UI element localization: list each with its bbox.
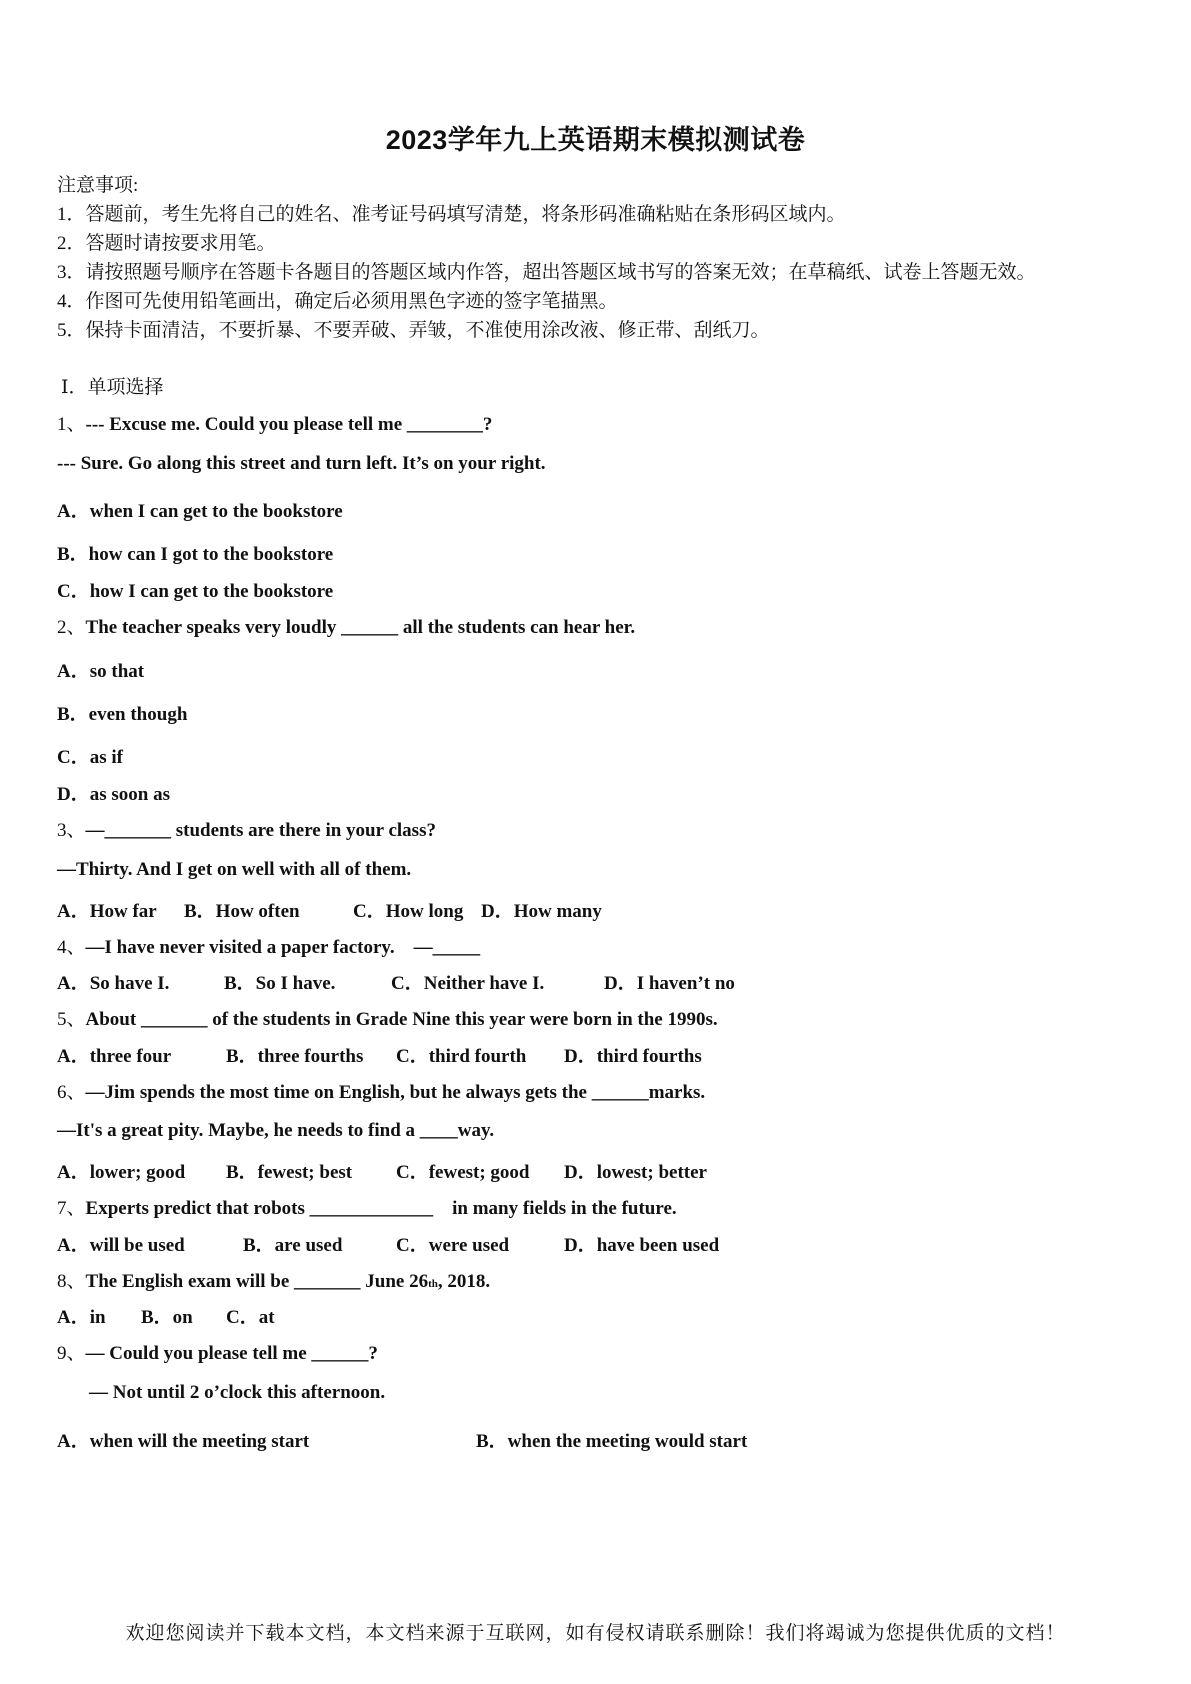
option-a: A．in — [57, 1307, 106, 1328]
option-b: B．three fourths — [226, 1046, 364, 1067]
option-c: C．how I can get to the bookstore — [57, 581, 334, 602]
question-stem: Experts predict that robots _____________ in many fields in the future. — [85, 1198, 677, 1219]
question-7 — [57, 1193, 677, 1220]
option-d: D．How many — [481, 901, 602, 922]
question-stem: —Jim spends the most time on English, but he always gets the ______marks. — [85, 1082, 706, 1103]
option-c: C．as if — [57, 747, 123, 768]
question-reply: --- Sure. Go along this street and turn left. It’s on your right. — [57, 453, 546, 474]
note-item: 1．答题前，考生先将自己的姓名、准考证号码填写清楚，将条形码准确粘贴在条形码区域内。 — [57, 204, 846, 225]
note-item: 5．保持卡面清洁，不要折暴、不要弄破、弄皱，不准使用涂改液、修正带、刮纸刀。 — [57, 320, 770, 341]
note-item: 3．请按照题号顺序在答题卡各题目的答题区域内作答，超出答题区域书写的答案无效；在草稿纸、试卷上答题无效。 — [57, 262, 1036, 283]
page-title: 2023学年九上英语期末模拟测试卷 — [385, 125, 806, 155]
option-a: A．three four — [57, 1046, 172, 1067]
option-b: B．when the meeting would start — [476, 1431, 748, 1452]
section-heading: Ⅰ．单项选择 — [61, 377, 164, 398]
question-9 — [57, 1338, 378, 1365]
question-stem: The teacher speaks very loudly ______ all the students can hear her. — [85, 617, 636, 638]
option-b: B．fewest; best — [226, 1162, 353, 1183]
option-c: C．were used — [396, 1235, 510, 1256]
option-d: D．have been used — [564, 1235, 720, 1256]
question-stem-end: , 2018. — [437, 1271, 491, 1292]
option-c: C．Neither have I. — [391, 973, 545, 994]
option-a: A．will be used — [57, 1235, 185, 1256]
option-b: B．How often — [184, 901, 300, 922]
question-8 — [57, 1266, 490, 1293]
question-reply: —Thirty. And I get on well with all of them. — [57, 859, 412, 880]
option-b: B．how can I got to the bookstore — [57, 544, 334, 565]
option-d: D．I haven’t no — [604, 973, 735, 994]
option-b: B．on — [141, 1307, 193, 1328]
question-3 — [57, 815, 436, 842]
option-a: A．when I can get to the bookstore — [57, 501, 343, 522]
question-6 — [57, 1077, 705, 1104]
question-stem: The English exam will be _______ June 26 — [85, 1271, 429, 1292]
option-d: D．lowest; better — [564, 1162, 707, 1183]
option-c: C．fewest; good — [396, 1162, 530, 1183]
option-a: A．So have I. — [57, 973, 170, 994]
option-a: A．lower; good — [57, 1162, 186, 1183]
question-number: 8、 — [57, 1271, 86, 1292]
footer-disclaimer: 欢迎您阅读并下载本文档，本文档来源于互联网，如有侵权请联系删除！我们将竭诚为您提供优质的文档！ — [125, 1623, 1066, 1644]
option-a: A．when will the meeting start — [57, 1431, 310, 1452]
question-stem: —_______ students are there in your class? — [85, 820, 436, 841]
question-2 — [57, 612, 635, 639]
option-b: B．So I have. — [224, 973, 336, 994]
question-1 — [57, 409, 492, 436]
question-number: 2、 — [57, 617, 86, 638]
option-d: D．as soon as — [57, 784, 170, 805]
question-stem: About _______ of the students in Grade Nine this year were born in the 1990s. — [85, 1009, 718, 1030]
question-5 — [57, 1004, 718, 1031]
option-b: B．are used — [243, 1235, 343, 1256]
option-a: A．so that — [57, 661, 145, 682]
question-number: 1、 — [57, 414, 86, 435]
option-d: D．third fourths — [564, 1046, 702, 1067]
question-reply: — Not until 2 o’clock this afternoon. — [89, 1382, 386, 1403]
option-c: C．third fourth — [396, 1046, 527, 1067]
note-item: 4．作图可先使用铅笔画出，确定后必须用黑色字迹的签字笔描黑。 — [57, 291, 618, 312]
question-number: 3、 — [57, 820, 86, 841]
option-b: B．even though — [57, 704, 188, 725]
question-number: 9、 — [57, 1343, 86, 1364]
note-item: 2．答题时请按要求用笔。 — [57, 233, 276, 254]
ordinal-suffix: th — [428, 1278, 438, 1290]
question-number: 6、 — [57, 1082, 86, 1103]
notes-heading: 注意事项: — [57, 175, 139, 196]
question-4 — [57, 932, 480, 959]
question-stem: — Could you please tell me ______? — [85, 1343, 378, 1364]
option-a: A．How far — [57, 901, 157, 922]
question-number: 5、 — [57, 1009, 86, 1030]
question-stem: --- Excuse me. Could you please tell me ________? — [85, 414, 493, 435]
question-stem: —I have never visited a paper factory. —_____ — [85, 937, 481, 958]
question-reply: —It's a great pity. Maybe, he needs to find a ____way. — [57, 1120, 495, 1141]
question-number: 4、 — [57, 937, 86, 958]
question-number: 7、 — [57, 1198, 86, 1219]
option-c: C．How long — [353, 901, 464, 922]
option-c: C．at — [226, 1307, 275, 1328]
